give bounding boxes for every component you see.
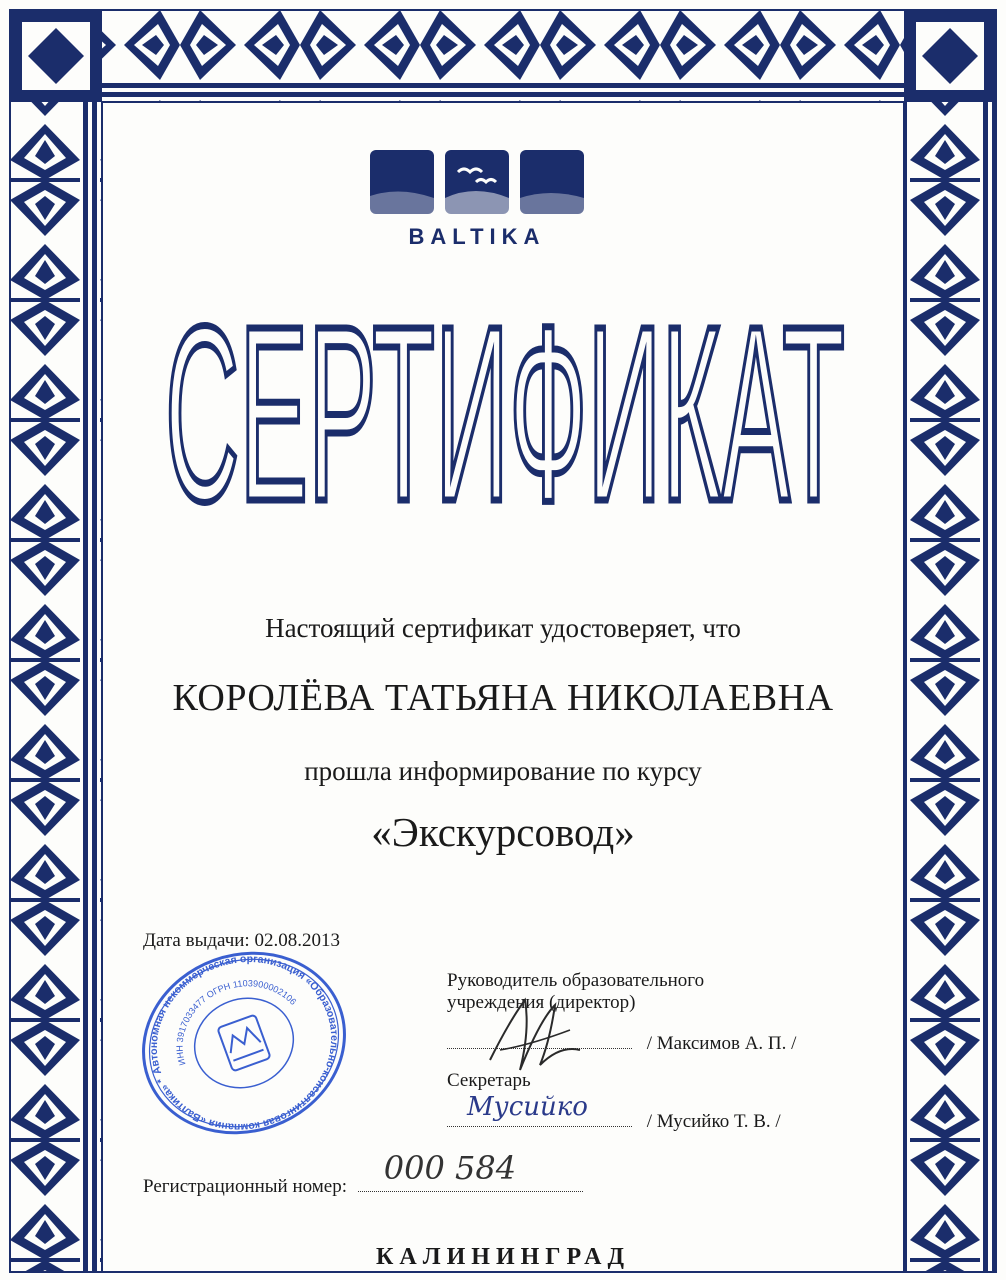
secretary-signature-dots: [447, 1092, 632, 1127]
director-title-line1: Руководитель образовательного: [447, 970, 705, 991]
issue-date-value: 02.08.2013: [254, 930, 340, 951]
stamp-outer-text: Автономная некоммерческая организация «Образовательно-консалтинговая компания «Балтика» *: [147, 953, 341, 1134]
registration-label: Регистрационный номер:: [143, 1176, 348, 1197]
title-text: СЕРТИФИКАТ: [165, 288, 845, 516]
stamp-inner-text: ИНН 3917033477 ОГРН 1103900002106: [174, 978, 299, 1067]
city-name: КАЛИНИНГРАД: [376, 1244, 630, 1270]
secretary-signature: Мусийко: [467, 1092, 588, 1122]
organization-stamp: [136, 950, 352, 1136]
statement-line: Настоящий сертификат удостоверяет, что: [265, 613, 741, 643]
issue-date-label: Дата выдачи:: [143, 930, 250, 951]
registration-value: 000 584: [383, 1149, 517, 1187]
director-signature: [480, 990, 590, 1080]
logo-wordmark: BALTIKA: [408, 224, 546, 248]
course-intro: прошла информирование по курсу: [304, 756, 702, 786]
secretary-name: / Мусийко Т. В. /: [646, 1111, 781, 1132]
director-title-line2: учреждения (директор): [447, 992, 636, 1013]
issue-date: [143, 930, 340, 952]
secretary-title: Секретарь: [447, 1070, 531, 1091]
registration-dots: [358, 1149, 583, 1192]
secretary-signature-line: [447, 1092, 781, 1133]
recipient-name: КОРОЛЁВА ТАТЬЯНА НИКОЛАЕВНА: [172, 677, 834, 719]
director-name: / Максимов А. П. /: [646, 1033, 797, 1054]
baltika-logo: [370, 148, 584, 248]
registration-number: [143, 1149, 583, 1198]
course-name: «Экскурсовод»: [371, 809, 635, 855]
certificate-title: [160, 288, 850, 516]
